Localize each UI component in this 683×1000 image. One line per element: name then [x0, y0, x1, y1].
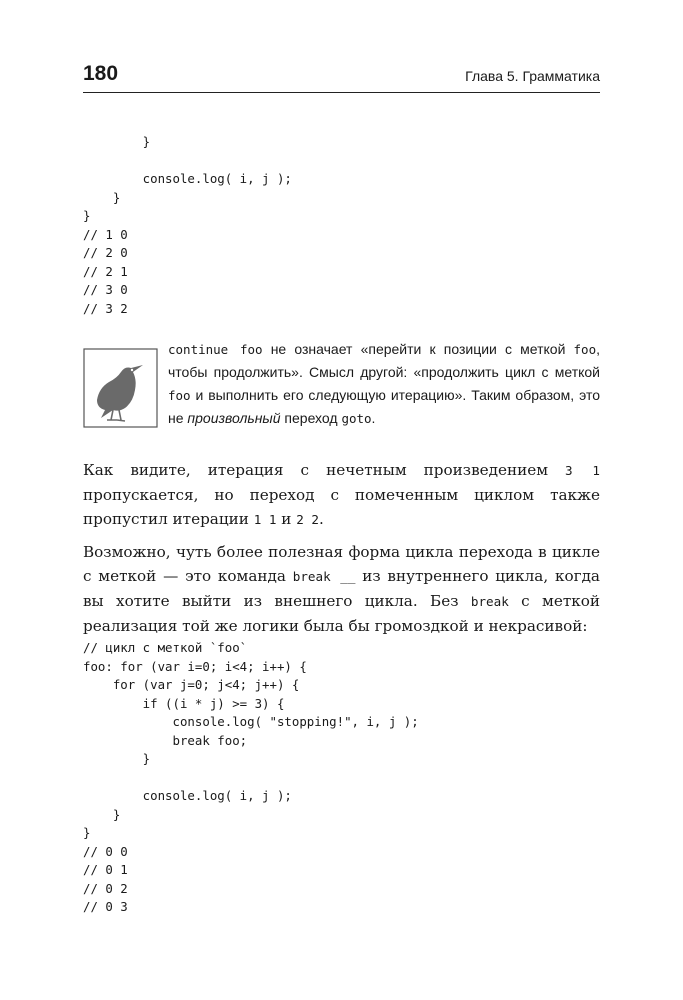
- note-code-foo-1: foo: [573, 342, 597, 357]
- note-text-4: переход: [280, 410, 342, 426]
- paragraph-2-text-3: с меткой реализация той же логики была бы громоздкой и некрасивой:: [83, 592, 600, 635]
- note-text-3: и выполнить его следующую итерацию». Таким образом, это не: [168, 387, 600, 426]
- paragraph-2-text-2: из внутреннего цикла, когда вы хотите выйти из внешнего цикла. Без: [83, 567, 600, 610]
- note-text-1: не означает «перейти к позиции с меткой: [262, 341, 574, 357]
- note-text: [168, 338, 600, 430]
- note-text-5: .: [371, 410, 376, 426]
- paragraph-2-code-2: break: [470, 594, 509, 609]
- paragraph-2: [83, 540, 600, 638]
- paragraph-1-text-4: .: [318, 510, 324, 528]
- note-italic: произвольный: [187, 410, 281, 426]
- chapter-title: Глава 5. Грамматика: [465, 68, 600, 84]
- note-block: [83, 338, 603, 438]
- paragraph-1-code-3: 2 2: [296, 512, 319, 527]
- paragraph-2-code-1: break __: [292, 569, 356, 584]
- note-text-2: , чтобы продолжить». Смысл другой: «продолжить цикл с меткой: [168, 341, 600, 380]
- crow-icon: [83, 348, 158, 428]
- paragraph-1: [83, 458, 600, 532]
- paragraph-1-text-1: Как видите, итерация с нечетным произведением: [83, 461, 566, 479]
- paragraph-1-code-1: 3 1: [565, 463, 601, 478]
- paragraph-2-text-1: Возможно, чуть более полезная форма цикла перехода в цикле с меткой — это команда: [83, 543, 600, 585]
- paragraph-1-text-2: пропускается, но переход с помеченным циклом также пропустил итерации: [83, 486, 600, 528]
- page-number: 180: [83, 62, 119, 85]
- page-header: [83, 62, 600, 93]
- code-block-top: } console.log( i, j ); } } // 1 0 // 2 0 // 2 1 // 3 0 // 3 2: [83, 134, 292, 316]
- note-code-continue-foo: continue foo: [168, 342, 263, 357]
- code-block-bottom: // цикл с меткой `foo` foo: for (var i=0; i<4; i++) { for (var j=0; j<4; j++) { if ((i * j) >= 3) { console.log( "stopping!", i, j ); break foo; } console.log( i, j ); } } // 0 0 // 0 1 // 0 2 // 0 3: [83, 640, 419, 914]
- note-code-goto: goto: [341, 411, 372, 426]
- paragraph-1-code-2: 1 1: [253, 512, 277, 527]
- note-code-foo-2: foo: [168, 388, 191, 403]
- paragraph-1-text-3: и: [276, 510, 297, 528]
